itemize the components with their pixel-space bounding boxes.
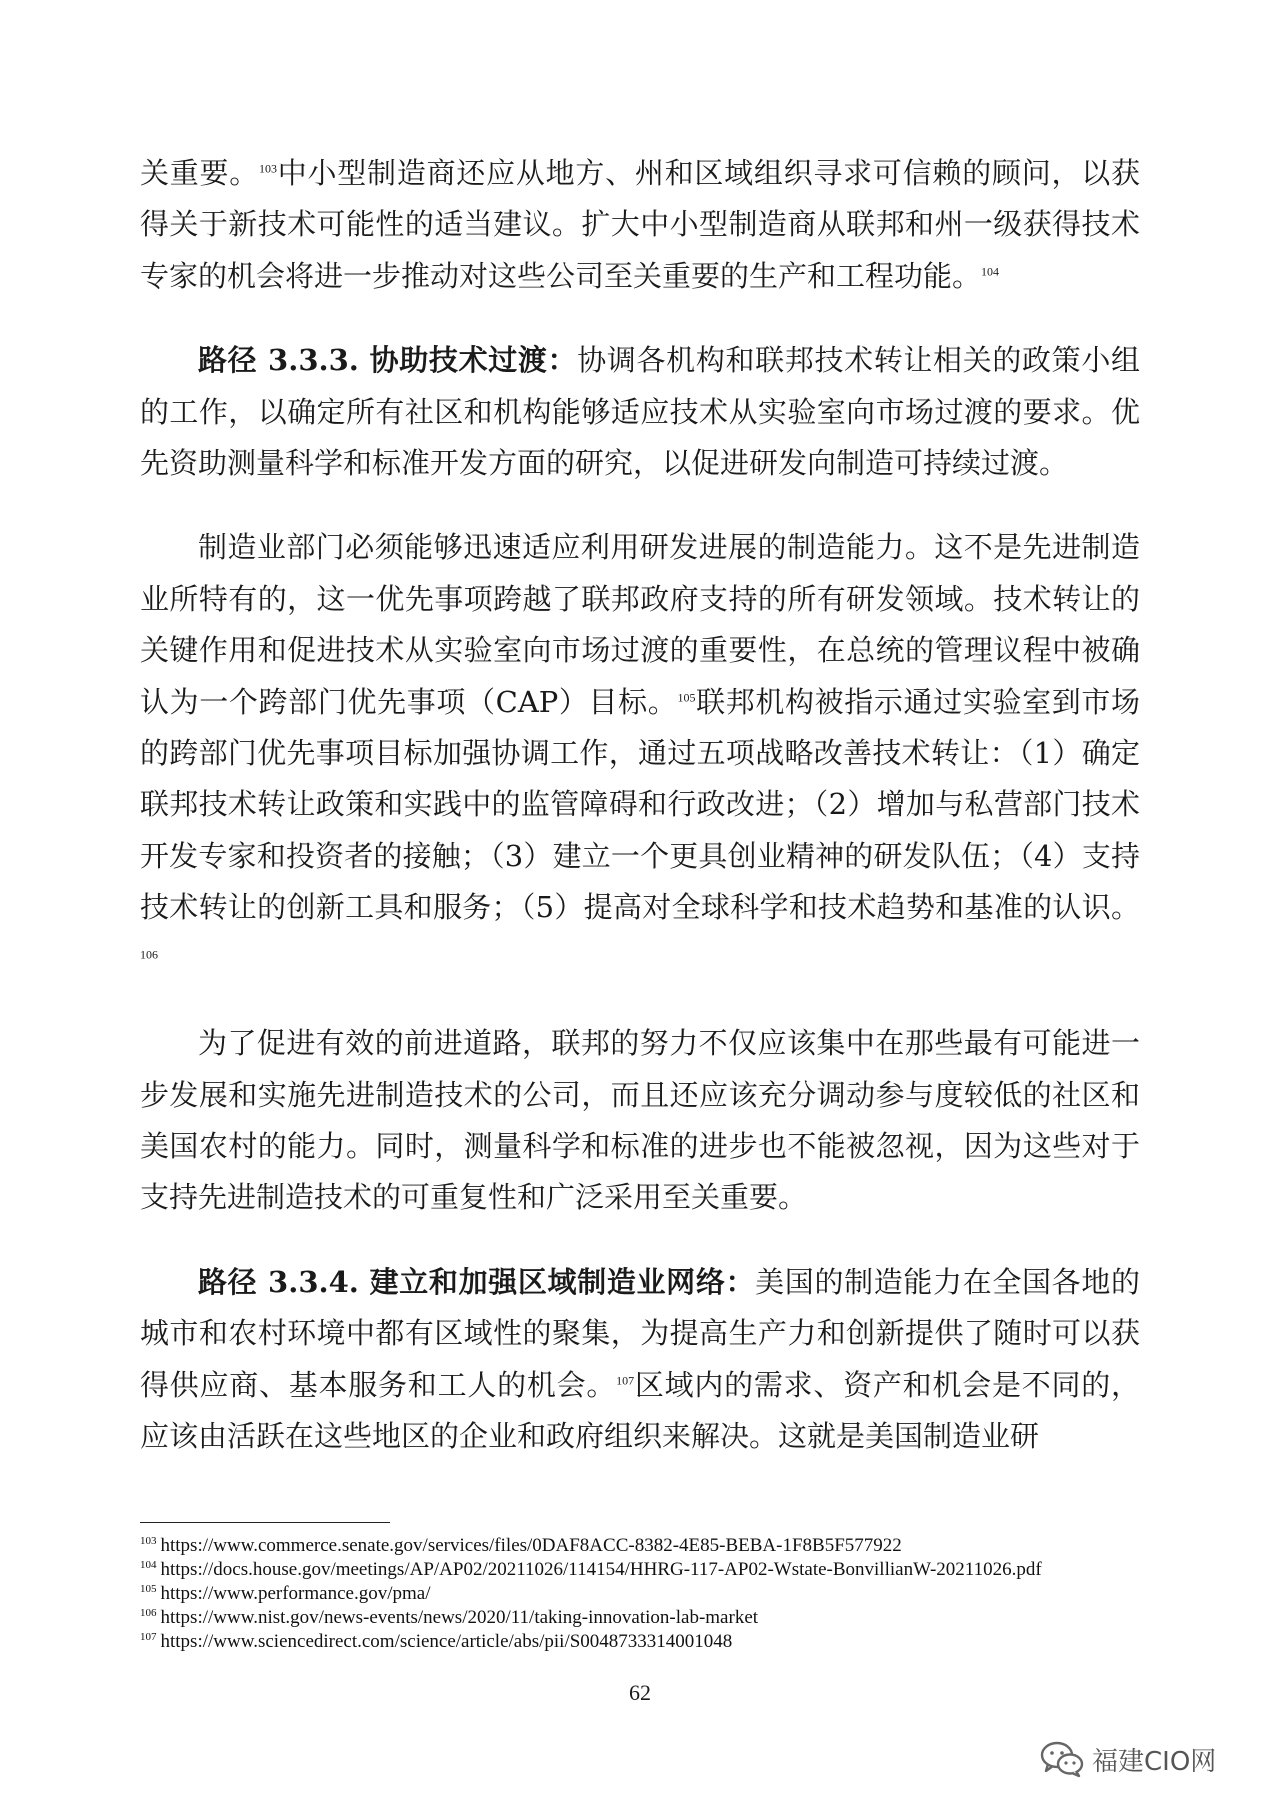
- footnote-link[interactable]: https://www.nist.gov/news-events/news/2020/11/taking-innovation-lab-market: [160, 1607, 759, 1628]
- watermark: [1040, 1736, 1216, 1782]
- footnote-ref[interactable]: 103: [259, 161, 278, 176]
- footnote-number: 104: [140, 1558, 157, 1571]
- footnote-item: [140, 1534, 1150, 1558]
- text-run: 区域内的需求、资产和机会是不同的，应该由活跃在这些地区的企业和政府组织来解决。这就是美国制造业研: [140, 1367, 1140, 1453]
- text-run: 协调各机构和联邦技术转让相关的政策小组的工作，以确定所有社区和机构能够适应技术从实验室向市场过渡的要求。优先资助测量科学和标准开发方面的研究，以促进研发向制造可持续过渡。: [140, 343, 1140, 481]
- text-run: 为了促进有效的前进道路，联邦的努力不仅应该集中在那些最有可能进一步发展和实施先进制造技术的公司，而且还应该充分调动参与度较低的社区和美国农村的能力。同时，测量科学和标准的进步也不能被忽视，因为这些对于支持先进制造技术的可重复性和广泛采用至关重要。: [140, 1026, 1140, 1215]
- section-heading: 路径 3.3.3. 协助技术过渡：: [198, 343, 578, 378]
- footnote-number: 103: [140, 1534, 157, 1547]
- footnote-ref[interactable]: 107: [616, 1372, 635, 1387]
- text-run: 美国的制造能力在全国各地的城市和农村环境中都有区域性的聚集，为提高生产力和创新提供了随时可以获得供应商、基本服务和工人的机会。: [140, 1264, 1140, 1402]
- footnote-link[interactable]: https://www.commerce.senate.gov/services/files/0DAF8ACC-8382-4E85-BEBA-1F8B5F577922: [160, 1535, 902, 1556]
- paragraph: [140, 522, 1140, 985]
- footnote-item: [140, 1558, 1150, 1582]
- page-number: 62: [629, 1680, 651, 1705]
- text-run: 制造业部门必须能够迅速适应利用研发进展的制造能力。这不是先进制造业所特有的，这一优先事项跨越了联邦政府支持的所有研发领域。技术转让的关键作用和促进技术从实验室向市场过渡的重要性，在总统的管理议程中被确认为一个跨部门优先事项（CAP）目标。: [140, 530, 1140, 719]
- footnote-divider: [140, 1522, 390, 1523]
- footnote-number: 107: [140, 1630, 157, 1643]
- watermark-text: 福建CIO网: [1092, 1746, 1217, 1777]
- footnote-item: [140, 1606, 1150, 1630]
- footnote-item: [140, 1582, 1150, 1606]
- footnote-link[interactable]: https://docs.house.gov/meetings/AP/AP02/20211026/114154/HHRG-117-AP02-Wstate-BonvillianW-20211026.pdf: [160, 1559, 1042, 1580]
- footnote-number: 105: [140, 1582, 157, 1595]
- text-run: 关重要。: [140, 156, 260, 190]
- text-run: 中小型制造商还应从地方、州和区域组织寻求可信赖的顾问，以获得关于新技术可能性的适当建议。扩大中小型制造商从联邦和州一级获得技术专家的机会将进一步推动对这些公司至关重要的生产和工程功能。: [140, 156, 1140, 293]
- paragraph: [140, 1257, 1140, 1463]
- footnote-item: [140, 1630, 1150, 1654]
- text-run: 联邦机构被指示通过实验室到市场的跨部门优先事项目标加强协调工作，通过五项战略改善技术转让：（1）确定联邦技术转让政策和实践中的监管障碍和行政改进；（2）增加与私营部门技术开发专家和投资者的接触；（3）建立一个更具创业精神的研发队伍；（4）支持技术转让的创新工具和服务；（5）提高对全球科学和技术趋势和基准的认识。: [140, 684, 1140, 925]
- footnote-ref[interactable]: 106: [140, 947, 158, 962]
- footnote-number: 106: [140, 1606, 157, 1619]
- paragraph: [140, 335, 1140, 489]
- footnotes: [140, 1534, 1150, 1654]
- wechat-icon: [1040, 1740, 1084, 1778]
- paragraph: [140, 1018, 1140, 1224]
- footnote-link[interactable]: https://www.performance.gov/pma/: [160, 1583, 431, 1604]
- footnote-ref[interactable]: 105: [677, 690, 696, 704]
- body-text: [140, 148, 1140, 1495]
- footnote-ref[interactable]: 104: [981, 264, 1000, 279]
- paragraph: [140, 148, 1140, 302]
- footnote-link[interactable]: https://www.sciencedirect.com/science/article/abs/pii/S0048733314001048: [160, 1631, 733, 1652]
- section-heading: 路径 3.3.4. 建立和加强区域制造业网络：: [198, 1264, 756, 1299]
